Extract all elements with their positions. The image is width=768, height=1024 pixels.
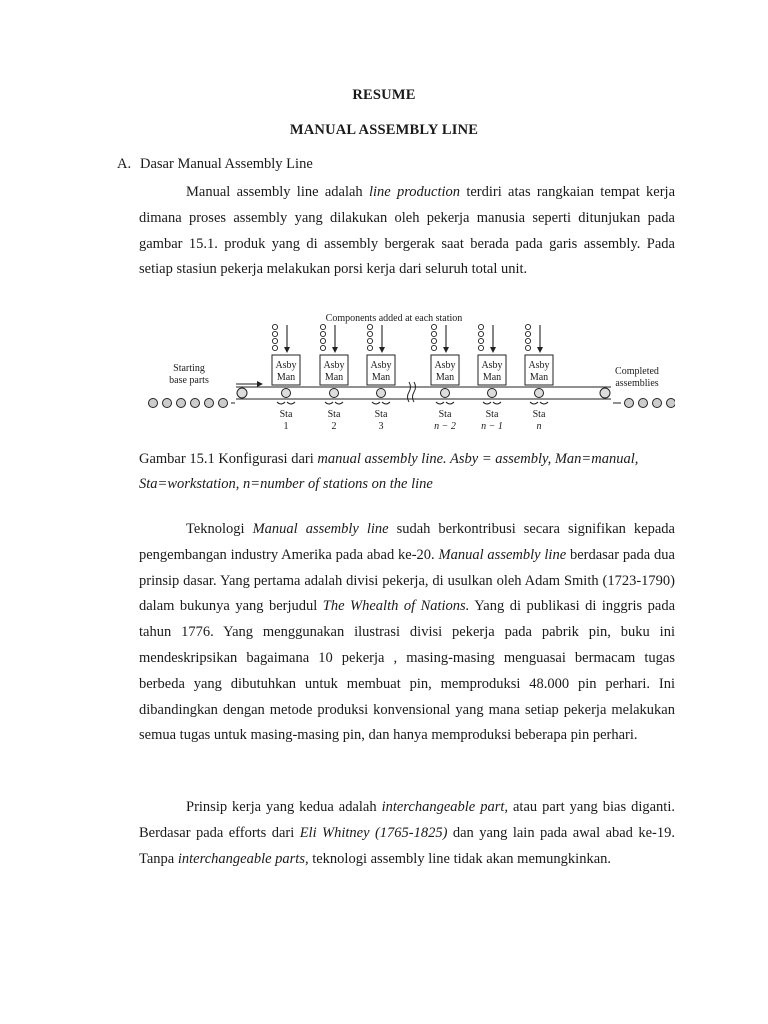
p1-italic-b: line production [368,184,461,200]
component-dot [272,331,277,336]
station-worker-mark [446,402,454,404]
figure-stations-group [149,324,676,432]
station-input-arrowhead [379,347,385,353]
starting-part [219,399,228,408]
station-word-label: Sta [485,409,499,420]
paragraph-1 [139,180,675,283]
station-roller [488,389,497,398]
document-title: RESUME [352,87,416,103]
station-box-label-line1: Asby [370,360,392,371]
station-worker-mark [382,402,390,404]
station-worker-mark [493,402,501,404]
p2-text-c: sudah berkontribusi secara signifikan kepada pengembangan industry Amerika pada abad ke-20. [139,521,675,563]
component-dot [478,338,483,343]
figure-right-label-line2: assemblies [615,378,659,389]
completed-part [639,399,648,408]
station-box-label-line1: Asby [528,360,550,371]
station-box-label-line1: Asby [323,360,345,371]
station-word-label: Sta [374,409,388,420]
p2-italic-f: The Whealth of Nations. [322,598,470,615]
station-worker-mark [483,402,491,404]
station-worker-mark [530,402,538,404]
p2-text-g: Yang di publikasi di inggris pada tahun 1776. Yang menggunakan ilustrasi divisi pekerja pada pabrik pin, buku ini mendeskripsikan bagaimana 10 pekerja , masing-masing menguasai bermacam tugas berbeda yang dibutuhkan untuk membuat pin, memproduksi 48.000 pin perhari. Ini dibandingkan dengan metode produksi konvensional yang mana setiap pekerja melakukan semua tugas untuk masing-masing pin, dan hanya memproduksi beberapa pin perhari. [139,598,676,744]
starting-part [191,399,200,408]
completed-part [653,399,662,408]
station-box-label-line2: Man [276,372,296,383]
station-number-label: n [536,421,542,432]
conveyor-right-roller [600,388,610,398]
component-dot [367,331,372,336]
station-input-arrowhead [443,347,449,353]
section-letter: A. [117,156,132,172]
station-worker-mark [335,402,343,404]
component-dot [320,331,325,336]
station-roller [535,389,544,398]
component-dot [367,338,372,343]
completed-part [667,399,676,408]
station-input-arrowhead [490,347,496,353]
figure-right-label-line1: Completed [615,366,659,377]
station-input-arrowhead [537,347,543,353]
station-input-arrowhead [284,347,290,353]
station-worker-mark [277,402,285,404]
station-box-label-line2: Man [435,372,455,383]
station-roller [330,389,339,398]
p1-text-a: Manual assembly line adalah [186,184,369,200]
figure-left-label-line2: base parts [169,375,209,386]
station-box-label-line2: Man [529,372,549,383]
starting-part [149,399,158,408]
component-dot [478,345,483,350]
figure-caption [139,447,675,497]
input-arrow-head [257,381,263,387]
p3-text-c: atau part yang bias diganti. Berdasar pada efforts dari [139,799,675,841]
station-word-label: Sta [438,409,452,420]
component-dot [320,345,325,350]
p3-italic-b: interchangeable part, [381,799,509,815]
station-roller [441,389,450,398]
station-roller [377,389,386,398]
station-worker-mark [372,402,380,404]
starting-part [177,399,186,408]
component-dot [525,331,530,336]
p3-italic-d: Eli Whitney (1765-1825) [299,824,448,841]
component-dot [525,324,530,329]
component-dot [367,345,372,350]
starting-part [205,399,214,408]
station-worker-mark [287,402,295,404]
p1-text-c: terdiri atas rangkaian tempat kerja dimana proses assembly yang dilakukan oleh pekerja manusia seperti ditunjukan pada gambar 15.1. produk yang di assembly bergerak saat berada pada garis assembly. Pada setiap stasiun pekerja melakukan porsi kerja dari seluruh total unit. [139,184,676,278]
figure-left-label-line1: Starting [173,363,205,374]
component-dot [478,331,483,336]
station-number-label: 2 [331,421,337,432]
p2-text-e: berdasar pada dua prinsip dasar. Yang pertama adalah divisi pekerja, di usulkan oleh Adam Smith (1723-1790) dalam bukunya yang berjudul [139,546,675,615]
station-box-label-line2: Man [482,372,502,383]
station-box-label-line1: Asby [434,360,456,371]
p3-italic-f: interchangeable parts, [177,850,309,867]
component-dot [431,338,436,343]
station-number-label: n − 2 [434,421,456,432]
component-dot [272,345,277,350]
station-input-arrowhead [332,347,338,353]
p3-text-a: Prinsip kerja yang kedua adalah [186,799,382,815]
station-number-label: 3 [378,421,384,432]
p2-italic-b: Manual assembly line [252,521,389,537]
paragraph-2 [139,517,675,749]
caption-italic-b: manual assembly line. Asby = assembly, Man=manual, Sta=workstation, n=number of stations on the line [139,451,639,492]
assembly-line-diagram [139,307,675,437]
component-dot [272,324,277,329]
component-dot [431,331,436,336]
station-worker-mark [540,402,548,404]
component-dot [367,324,372,329]
completed-part [625,399,634,408]
p2-italic-d: Manual assembly line [438,546,567,563]
p3-text-g: teknologi assembly line tidak akan memungkinkan. [308,850,612,867]
starting-part [163,399,172,408]
assembly-line-figure [139,307,675,437]
conveyor-left-roller [237,388,247,398]
station-word-label: Sta [532,409,546,420]
caption-text-a: Gambar 15.1 Konfigurasi dari [139,451,318,467]
component-dot [525,338,530,343]
component-dot [320,338,325,343]
component-dot [320,324,325,329]
station-box-label-line1: Asby [481,360,503,371]
station-box-label-line2: Man [324,372,344,383]
p3-text-e: dan yang lain pada awal abad ke-19. Tanpa [139,824,675,867]
component-dot [431,345,436,350]
station-word-label: Sta [327,409,341,420]
station-number-label: 1 [283,421,289,432]
station-word-label: Sta [279,409,293,420]
section-heading-text: Dasar Manual Assembly Line [140,156,313,172]
station-worker-mark [436,402,444,404]
station-box-label-line2: Man [371,372,391,383]
paragraph-3 [139,795,675,872]
station-roller [282,389,291,398]
component-dot [431,324,436,329]
component-dot [525,345,530,350]
station-box-label-line1: Asby [275,360,297,371]
document-subtitle: MANUAL ASSEMBLY LINE [289,122,479,138]
component-dot [272,338,277,343]
station-number-label: n − 1 [481,421,503,432]
station-worker-mark [325,402,333,404]
section-heading [117,156,313,173]
figure-top-label: Components added at each station [325,313,463,324]
p2-text-a: Teknologi [186,521,253,537]
component-dot [478,324,483,329]
